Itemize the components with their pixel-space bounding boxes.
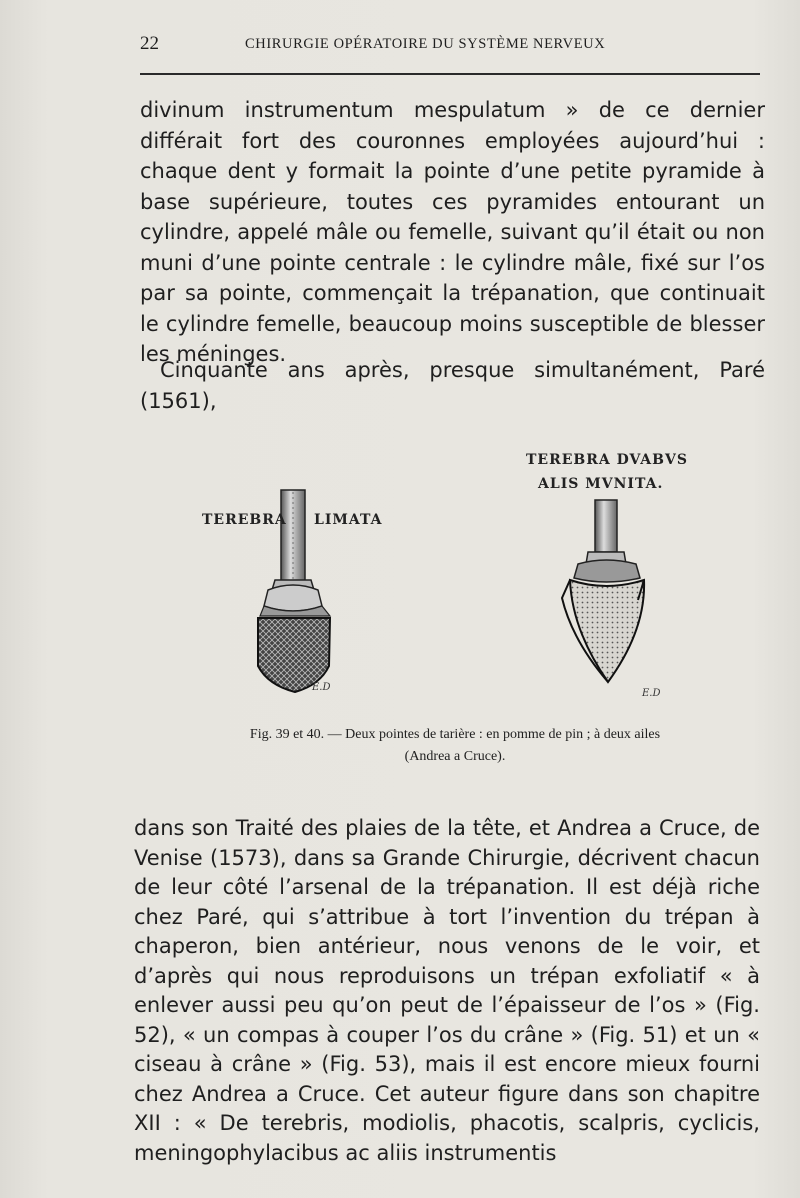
page-number: 22 bbox=[140, 33, 159, 54]
paragraph-1: divinum instrumentum mespulatum » de ce dernier différait fort des couronnes employées aujourd’hui : chaque dent y formait la pointe d’une petite pyramide à base supérieure, toutes ces pyramides entourant un cylindre, appelé mâle ou femelle, suivant qu’il était ou non muni d’une pointe centrale : le cylindre mâle, fixé sur l’os par sa pointe, commençait la trépanation, que continuait le cylindre femelle, beaucoup moins susceptible de blesser les méninges. bbox=[140, 98, 765, 366]
two-winged-drill-bit-icon bbox=[562, 500, 644, 682]
left-inscription-limata: LIMATA bbox=[314, 512, 383, 528]
figure-illustration bbox=[140, 430, 765, 720]
right-inscription-line2: ALIS MVNITA. bbox=[538, 476, 664, 492]
running-title: CHIRURGIE OPÉRATOIRE DU SYSTÈME NERVEUX bbox=[245, 36, 606, 52]
caption-line-1: Fig. 39 et 40. — Deux pointes de tarière : en pomme de pin ; à deux ailes bbox=[249, 727, 661, 742]
header-rule bbox=[140, 73, 760, 75]
caption-line-2: (Andrea a Cruce). bbox=[404, 749, 506, 764]
left-engraver-signature: E.D bbox=[312, 682, 331, 693]
right-engraver-signature: E.D bbox=[642, 688, 661, 699]
figure-caption bbox=[170, 724, 740, 768]
right-inscription-line1: TEREBRA DVABVS bbox=[526, 452, 688, 468]
left-inscription-terebra: TEREBRA bbox=[202, 512, 287, 528]
paragraph-2: Cinquante ans après, presque simultanément, Paré (1561), bbox=[140, 358, 765, 413]
running-head bbox=[140, 33, 760, 57]
paragraph-3: dans son Traité des plaies de la tête, et Andrea a Cruce, de Venise (1573), dans sa Grande Chirurgie, décrivent chacun de leur côté l’arsenal de la trépanation. Il est déjà riche chez Paré, qui s’attribue à tort l’invention du trépan à chaperon, bien antérieur, nous venons de le voir, et d’après qui nous reproduisons un trépan exfoliatif « à enlever aussi peu qu’on peut de l’épaisseur de l’os » (Fig. 52), « un compas à couper l’os du crâne » (Fig. 51) et un « ciseau à crâne » (Fig. 53), mais il est encore mieux fourni chez Andrea a Cruce. Cet auteur figure dans son chapitre XII : « De terebris, modiolis, phacotis, scalpris, cyclicis, meningophylacibus ac aliis instrumentis bbox=[134, 816, 760, 1165]
